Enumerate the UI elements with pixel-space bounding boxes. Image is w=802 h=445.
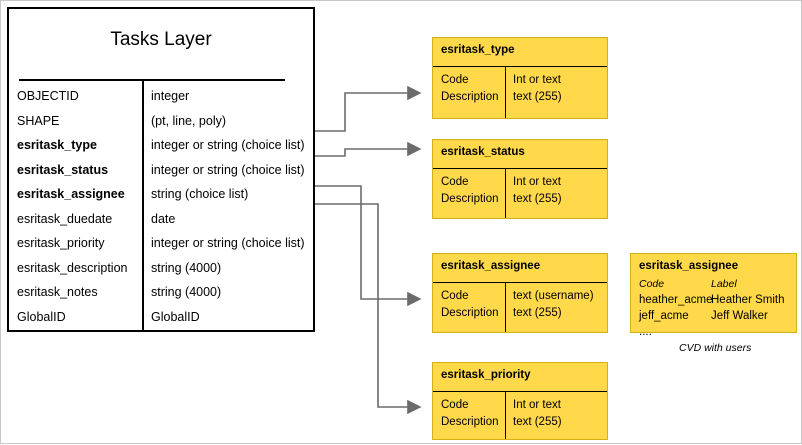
domain-title: esritask_assignee: [441, 260, 541, 272]
domain-cell: Code: [441, 176, 469, 188]
domain-right-col: [513, 288, 594, 322]
table-row: [9, 138, 313, 163]
field-name: esritask_notes: [17, 285, 98, 299]
field-type: integer or string (choice list): [151, 236, 305, 250]
table-row: [9, 285, 313, 310]
domain-column-divider: [505, 66, 506, 118]
domain-cell: text (255): [513, 193, 562, 205]
field-type: integer or string (choice list): [151, 138, 305, 152]
field-name: esritask_duedate: [17, 211, 113, 226]
domain-box-assignee: [432, 253, 608, 333]
domain-divider: [433, 168, 607, 169]
cvd-cell: ....: [639, 326, 652, 338]
domain-left-col: [441, 174, 499, 208]
domain-column-divider: [505, 282, 506, 332]
field-type: integer or string (choice list): [151, 162, 305, 177]
field-type: string (4000): [151, 285, 222, 299]
domain-title: esritask_priority: [441, 369, 531, 381]
domain-divider: [433, 282, 607, 283]
field-name: esritask_status: [17, 162, 109, 177]
title-divider: [19, 79, 285, 81]
table-row: [9, 89, 313, 114]
cvd-cell: Heather Smith: [711, 294, 785, 306]
domain-cell: text (255): [513, 307, 562, 319]
table-row: [9, 114, 313, 139]
cvd-cell: Jeff Walker: [711, 310, 768, 322]
field-name: esritask_type: [17, 138, 97, 152]
cvd-cell: jeff_acme: [639, 310, 689, 322]
field-type: date: [151, 211, 176, 226]
domain-column-divider: [505, 391, 506, 439]
field-name: esritask_description: [17, 260, 128, 275]
field-name: SHAPE: [17, 113, 60, 128]
cvd-header-label: Label: [711, 278, 737, 290]
domain-divider: [433, 391, 607, 392]
cvd-label-col: [711, 292, 785, 324]
domain-left-col: [441, 397, 499, 431]
domain-cell: Int or text: [513, 176, 561, 188]
domain-box-priority: [432, 362, 608, 440]
domain-right-col: [513, 72, 562, 106]
cvd-header-code: Code: [639, 278, 665, 290]
cvd-title: esritask_assignee: [639, 260, 739, 272]
domain-left-col: [441, 72, 499, 106]
domain-cell: Description: [441, 91, 499, 103]
field-type: string (4000): [151, 260, 222, 275]
domain-cell: Int or text: [513, 399, 561, 411]
field-name: GlobalID: [17, 309, 66, 324]
domain-column-divider: [505, 168, 506, 218]
field-type: integer: [151, 89, 190, 103]
field-name: esritask_assignee: [17, 187, 125, 201]
cvd-caption: CVD with users: [679, 342, 752, 354]
domain-title: esritask_type: [441, 44, 515, 56]
domain-cell: text (255): [513, 91, 562, 103]
table-row: [9, 236, 313, 261]
domain-box-status: [432, 139, 608, 219]
field-list: [9, 89, 313, 334]
field-type: GlobalID: [151, 309, 200, 324]
domain-box-type: [432, 37, 608, 119]
domain-cell: text (255): [513, 416, 562, 428]
tasks-layer-table: [7, 7, 315, 332]
domain-cell: Description: [441, 416, 499, 428]
domain-title: esritask_status: [441, 146, 525, 158]
domain-cell: text (username): [513, 290, 594, 302]
table-row: [9, 310, 313, 335]
table-row: [9, 163, 313, 188]
table-row: [9, 261, 313, 286]
cvd-box-assignee: [630, 253, 797, 338]
field-name: esritask_priority: [17, 236, 105, 250]
domain-cell: Code: [441, 74, 469, 86]
table-row: [9, 187, 313, 212]
field-name: OBJECTID: [17, 89, 79, 103]
domain-right-col: [513, 397, 562, 431]
field-type: (pt, line, poly): [151, 113, 227, 128]
domain-cell: Description: [441, 307, 499, 319]
field-type: string (choice list): [151, 187, 249, 201]
domain-cell: Description: [441, 193, 499, 205]
domain-cell: Code: [441, 399, 469, 411]
domain-divider: [433, 66, 607, 67]
domain-cell: Code: [441, 290, 469, 302]
table-row: [9, 212, 313, 237]
domain-left-col: [441, 288, 499, 322]
cvd-cell: heather_acme: [639, 294, 713, 306]
page-title: Tasks Layer: [110, 29, 212, 50]
cvd-code-col: [639, 292, 713, 340]
domain-right-col: [513, 174, 562, 208]
domain-cell: Int or text: [513, 74, 561, 86]
